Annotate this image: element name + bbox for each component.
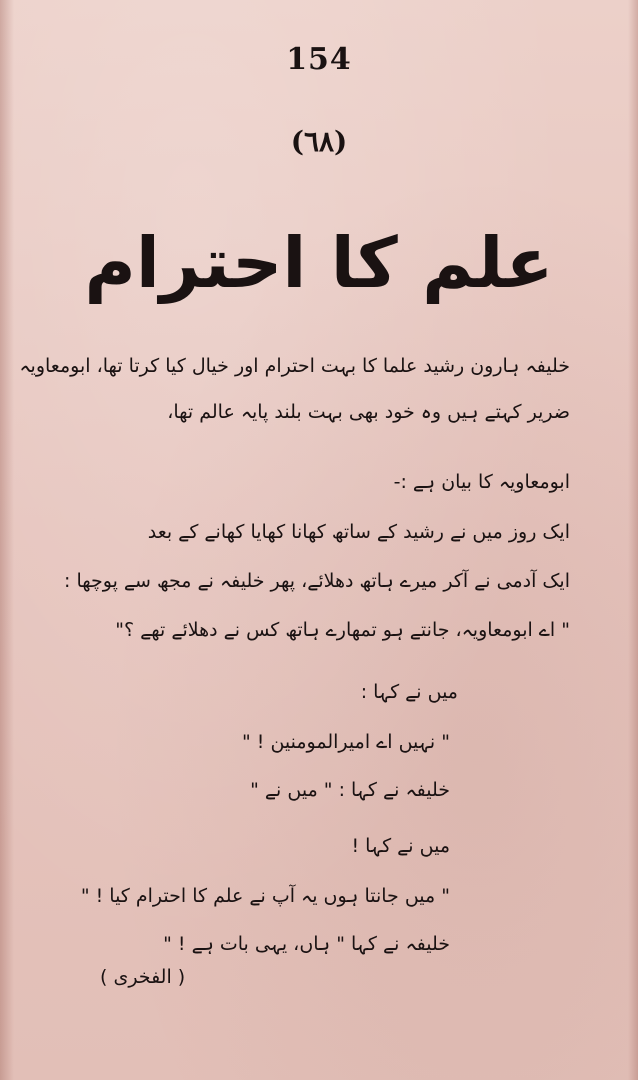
body-line: ابومعاویہ کا بیان ہے :- — [393, 471, 570, 493]
body-line: ایک روز میں نے رشید کے ساتھ کھانا کھایا کھانے کے بعد — [147, 521, 570, 543]
body-line: میں نے کہا : — [360, 681, 458, 703]
body-line: میں نے کہا ! — [351, 835, 450, 857]
page-shadow-right — [628, 0, 638, 1080]
body-line: " اے ابومعاویہ، جانتے ہو تمھارے ہاتھ کس نے دھلائے تھے ؟" — [115, 619, 570, 641]
body-line: خلیفہ نے کہا " ہاں، یہی بات ہے ! " — [163, 933, 450, 955]
chapter-title: علم کا احترام — [84, 222, 554, 304]
body-line: ایک آدمی نے آکر میرے ہاتھ دھلائے، پھر خلیفہ نے مجھ سے پوچھا : — [64, 570, 570, 592]
body-line: خلیفہ نے کہا : " میں نے " — [250, 779, 450, 801]
chapter-number: (٦٨) — [290, 125, 348, 158]
body-line: " نہیں اے امیرالمومنین ! " — [242, 731, 450, 753]
body-line: خلیفہ ہارون رشید علما کا بہت احترام اور خیال کیا کرتا تھا، ابومعاویہ — [19, 355, 570, 377]
page-shadow-left — [0, 0, 14, 1080]
source-citation: ( الفخری ) — [100, 966, 186, 988]
body-line: " میں جانتا ہوں یہ آپ نے علم کا احترام کیا ! " — [80, 885, 450, 907]
body-line: ضریر کہتے ہیں وہ خود بھی بہت بلند پایہ عالم تھا، — [167, 401, 570, 423]
page-number: 154 — [286, 42, 352, 77]
